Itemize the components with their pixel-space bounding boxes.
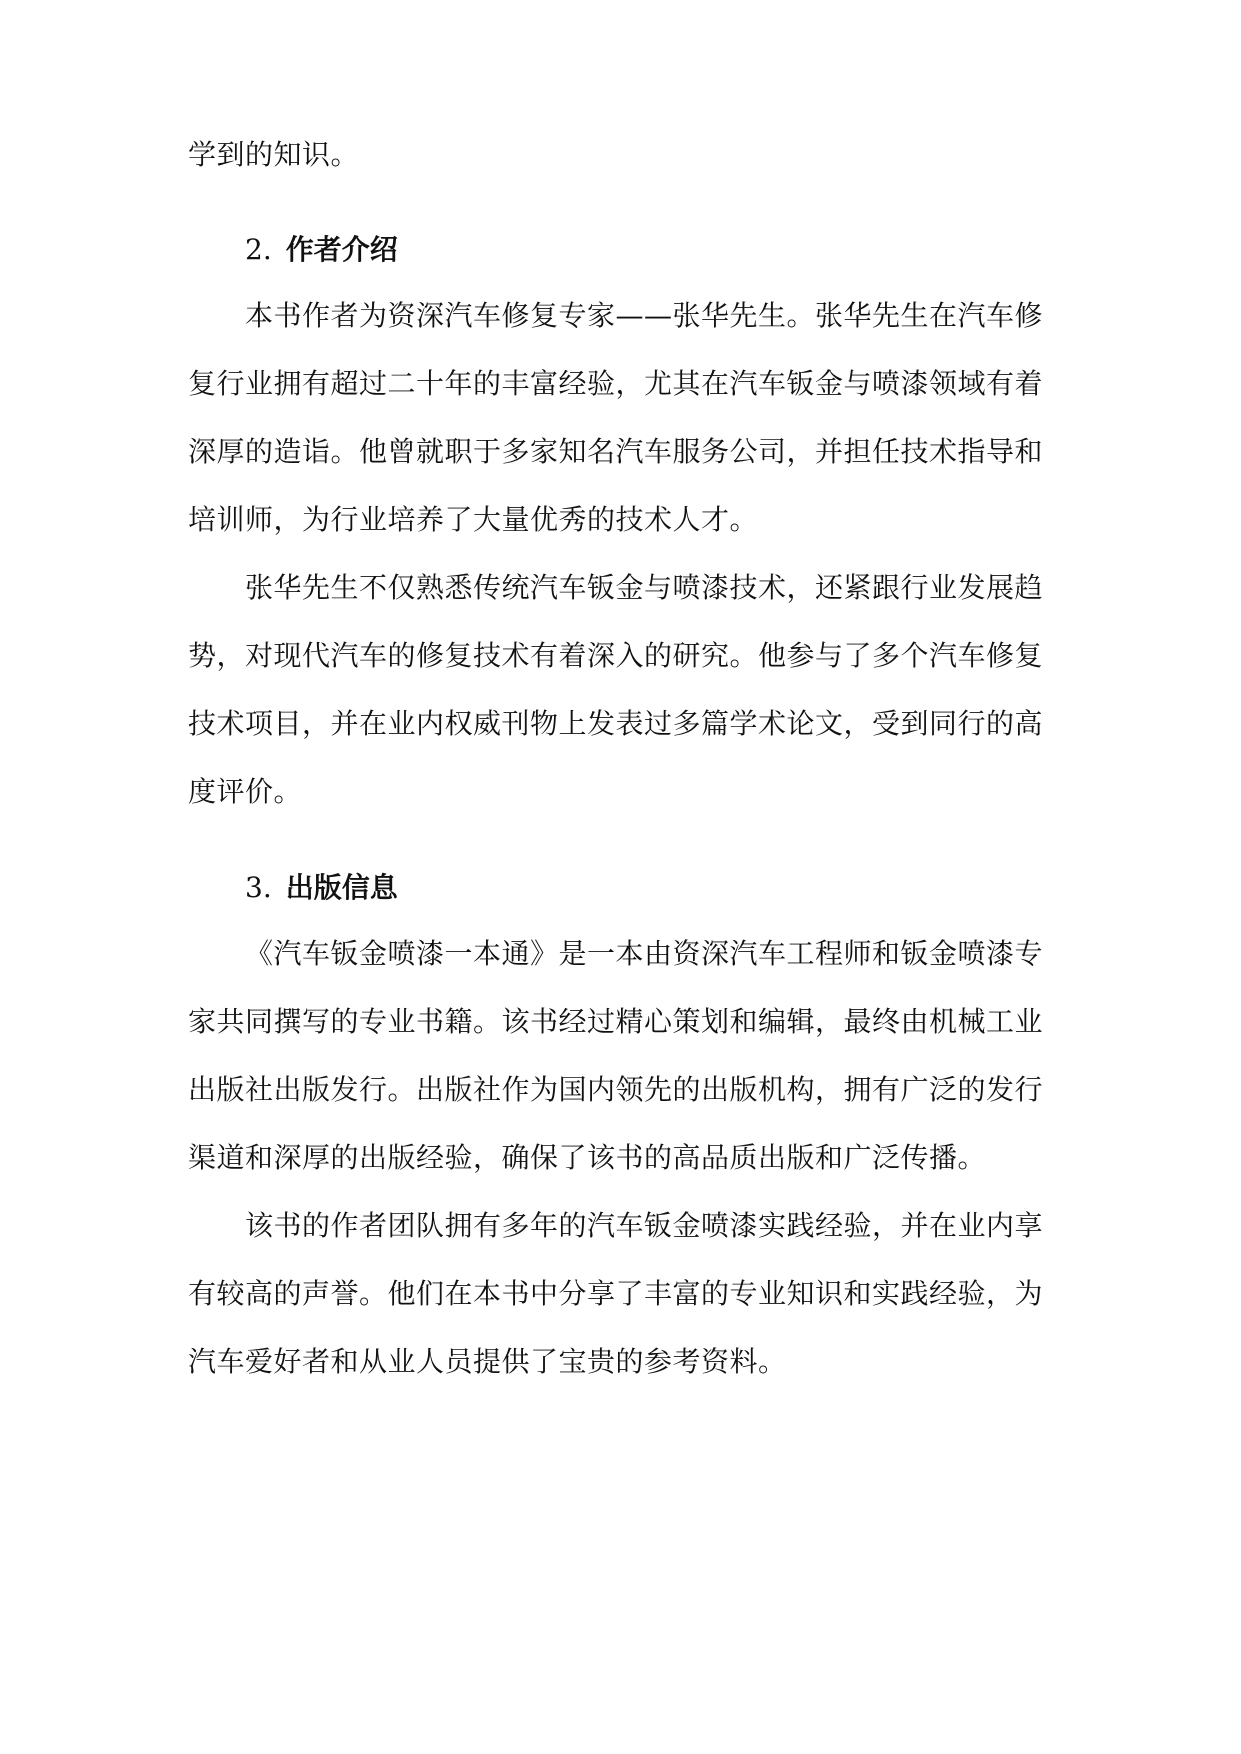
section-heading-author <box>245 230 398 270</box>
section-title: 出版信息 <box>285 871 398 904</box>
section-heading-publication <box>245 868 398 908</box>
paragraph-line: 技术项目，并在业内权威刊物上发表过多篇学术论文，受到同行的高 <box>188 707 1044 740</box>
section-number: 2. <box>245 233 272 266</box>
paragraph-line: 出版社出版发行。出版社作为国内领先的出版机构，拥有广泛的发行 <box>188 1073 1044 1106</box>
paragraph-line: 该书的作者团队拥有多年的汽车钣金喷漆实践经验，并在业内享 <box>245 1209 1044 1242</box>
paragraph-line: 势，对现代汽车的修复技术有着深入的研究。他参与了多个汽车修复 <box>188 639 1044 672</box>
paragraph-line: 渠道和深厚的出版经验，确保了该书的高品质出版和广泛传播。 <box>188 1141 987 1174</box>
paragraph-line: 复行业拥有超过二十年的丰富经验，尤其在汽车钣金与喷漆领域有着 <box>188 367 1044 400</box>
paragraph-line: 培训师，为行业培养了大量优秀的技术人才。 <box>188 503 759 536</box>
section-title: 作者介绍 <box>285 233 398 266</box>
section-number: 3. <box>245 871 272 904</box>
paragraph-line: 本书作者为资深汽车修复专家——张华先生。张华先生在汽车修 <box>245 299 1044 332</box>
paragraph-line: 《汽车钣金喷漆一本通》是一本由资深汽车工程师和钣金喷漆专 <box>245 937 1044 970</box>
paragraph-line: 汽车爱好者和从业人员提供了宝贵的参考资料。 <box>188 1345 787 1378</box>
intro-line: 学到的知识。 <box>188 138 360 171</box>
paragraph-line: 度评价。 <box>188 775 303 808</box>
paragraph-line: 有较高的声誉。他们在本书中分享了丰富的专业知识和实践经验，为 <box>188 1277 1044 1310</box>
paragraph-line: 家共同撰写的专业书籍。该书经过精心策划和编辑，最终由机械工业 <box>188 1005 1044 1038</box>
paragraph-line: 深厚的造诣。他曾就职于多家知名汽车服务公司，并担任技术指导和 <box>188 435 1044 468</box>
paragraph-line: 张华先生不仅熟悉传统汽车钣金与喷漆技术，还紧跟行业发展趋 <box>245 571 1044 604</box>
